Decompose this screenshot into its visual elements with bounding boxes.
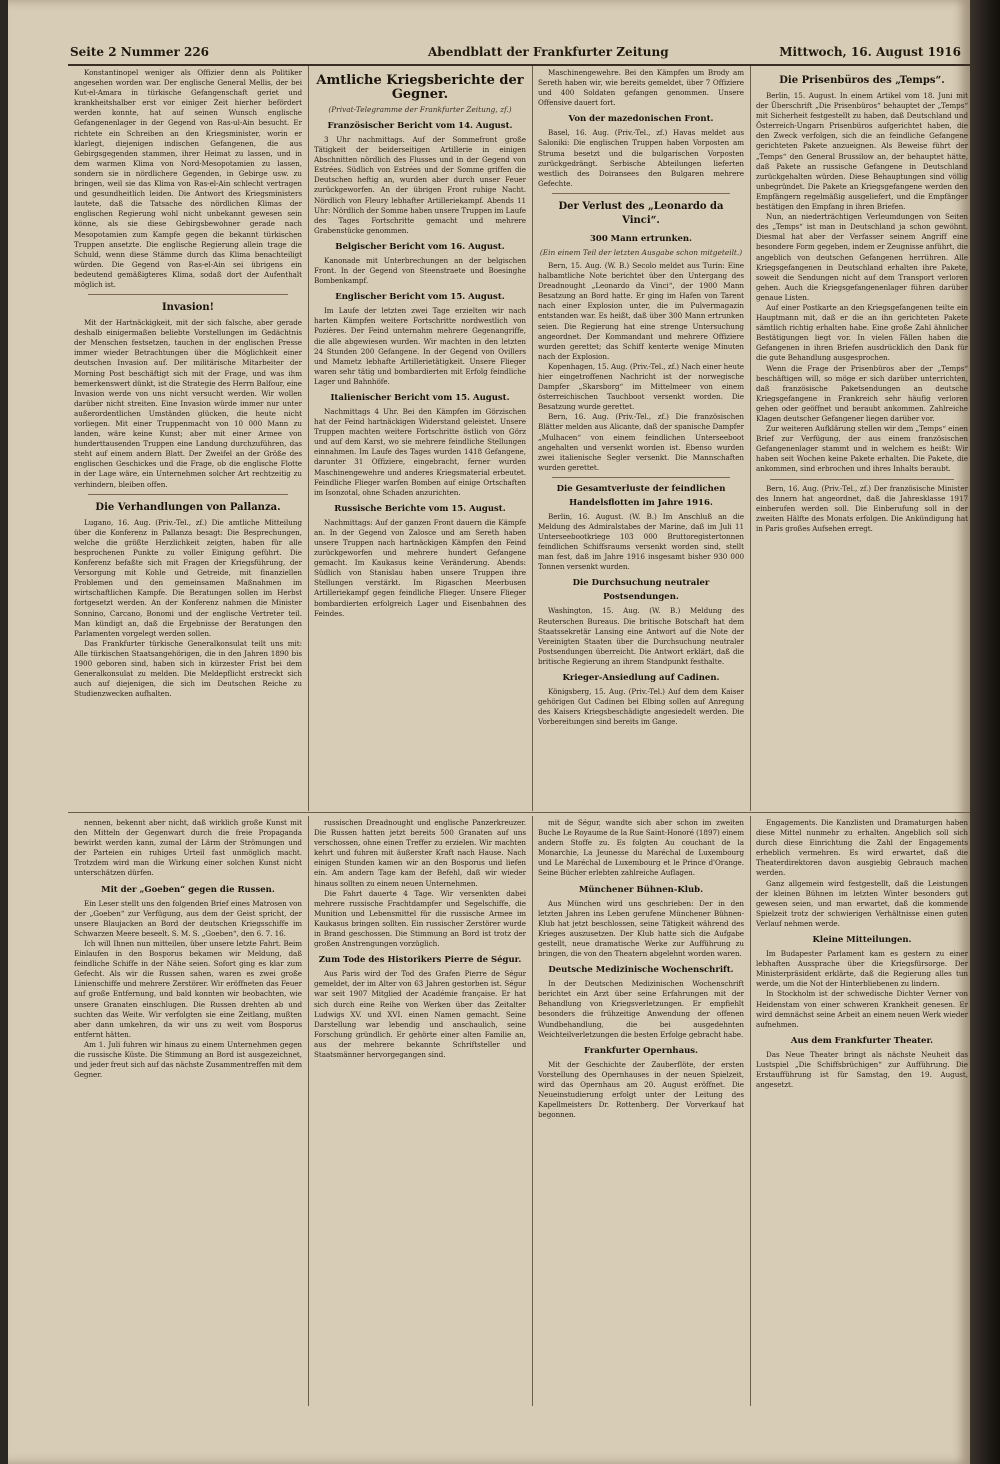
report-heading: Russische Berichte vom 15. August. bbox=[334, 503, 506, 514]
headline-losses: Die Gesamtverluste der feindlichen Handelsflotten im Jahre 1916. bbox=[556, 483, 726, 508]
headline-goeben: Mit der „Goeben“ gegen die Russen. bbox=[101, 884, 275, 895]
headline-leonardo: Der Verlust des „Leonardo da Vinci“. bbox=[558, 200, 724, 226]
subheadline-note: (Ein einem Teil der letzten Ausgabe schon mitgeteilt.) bbox=[539, 247, 743, 257]
headline-segur: Zum Tode des Historikers Pierre de Ségur. bbox=[318, 955, 522, 966]
feuilleton-column-1 bbox=[74, 818, 302, 1406]
article-text: Konstantinopel weniger als Offizier denn als Politiker angesehen worden war. Der englische General Mellis, der bei Kut-el-Amara in türkische Gefangenschaft geriet und krankheitshalber erst vor einiger Zeit hierher befördert werden konnte, hat auf seinen Wunsch englische Gefangenenlager in der Gegend von Ras-ul-Ain besucht. Er richtete ein Schreiben an den Kriegsminister, worin er klarlegt, diejenigen indischen Gefangenen, die aus Gebirgsgegenden stammen, ihrer Heimat zu lassen, und in dem warmen Klima von Nord-Mesopotamien zu lassen, sondern sie in nördlichere Gegenden, in Gebirge usw. zu bringen, weil sie das Klima von Ras-el-Ain schlecht vertragen und gesundheitlich leiden. Die Antwort des Kriegsministers lautete, daß die Tatsache des nördlichen Klimas der englischen Regierung wohl nicht unbekannt gewesen sein könne, als sie diese Gebirgsbewohner gerade nach Mesopotamien zum Kampfe gegen die bekannt türkischen Truppen ansetzte. Die englische Regierung allein trage die Schuld, wenn diese Stämme durch das Klima benachteiligt würden. Die Gegend von Ras-el-Ain sei übrigens ein bedeutend gemäßigteres Klima, sodaß dort der Aufenthalt möglich ist. bbox=[74, 68, 302, 289]
article-text: Mit der Hartnäckigkeit, mit der sich falsche, aber gerade deshalb einigermaßen beliebte Vorstellungen im Gedächtnis der Menschen festsetzen, tauchen in der englischen Presse immer wieder Betrachtungen über die Möglichkeit einer deutschen Invasion auf. Der militärische Mitarbeiter der Morning Post beschäftigt sich mit der Frage, und was ihm bemerkenswert dünkt, ist die Strategie des Herrn Balfour, eine Invasion werde von uns nicht versucht werden. Wir wollen darüber nicht streiten. Eine Invasion würde immer nur unter außerordentlichen Umständen glücken, die heute nicht vorliegen. Mit einer Truppenmacht von 10 000 Mann zu landen, wäre keine Kunst; aber mit einer Armee von hunderttausenden Truppen eine Landung durchzuführen, das steht auf einem andern Blatt. Der Zweifel an der Größe des englischen Geschickes und die Frage, ob die englische Flotte in der Lage wäre, ein Unternehmen solcher Art rechtzeitig zu verhindern, bleiben offen. bbox=[74, 318, 302, 489]
headline-prisenbueros: Die Prisenbüros des „Temps“. bbox=[779, 75, 945, 86]
column-divider bbox=[532, 816, 533, 1406]
article-text: Mit der Geschichte der Zauberflöte, der ersten Vorstellung des Opernhauses in der neuen Spielzeit, wird das Opernhaus am 20. August eröffnet. Die Neueinstudierung erfolgt unter der Leitung des Kapellmeisters Dr. Rottenberg. Der Vorverkauf hat begonnen. bbox=[538, 1059, 744, 1120]
article-text: Am 1. Juli fuhren wir hinaus zu einem Unternehmen gegen die russische Küste. Die Stimmung an Bord ist ausgezeichnet, und jeder freut sich auf das nächste Zusammentreffen mit dem Gegner. bbox=[74, 1039, 302, 1080]
headline-buehnenklub: Münchener Bühnen-Klub. bbox=[578, 884, 704, 895]
article-text: Zur weiteren Aufklärung stellen wir dem „Temps“ einen Brief zur Verfügung, der aus einem französischen Gefangenenlager stammt und in welchem es heißt: Wir haben seit Wochen keine Pakete erhalten. Die Pakete, die ankommen, sind erbrochen und ihres Inhalts beraubt. bbox=[756, 424, 968, 474]
article-separator bbox=[88, 294, 288, 295]
article-text: Die Fahrt dauerte 4 Tage. Wir versenkten dabei mehrere russische Frachtdampfer und Segelschiffe, die Munition und Lebensmittel für die russische Armee im Kaukasus bringen sollten. Ein russischer Zerstörer wurde in Brand geschossen. Die Stimmung an Bord ist trotz der großen Anstrengungen vorzüglich. bbox=[314, 888, 526, 949]
article-text: Ich will Ihnen nun mitteilen, über unsere letzte Fahrt. Beim Einlaufen in den Bosporus bekamen wir Meldung, daß feindliche Schiffe in der Nähe seien. Sofort ging es klar zum Gefecht. Als wir die Russen sahen, waren es zwei große Linienschiffe und mehrere Zerstörer. Wir eröffneten das Feuer auf große Entfernung, und bald konnten wir beobachten, wie unsere Granaten einschlugen. Die Russen drehten ab und suchten das Weite. Wir verfolgten sie eine Zeitlang, mußten aber dann umkehren, da wir uns zu weit vom Bosporus entfernt hätten. bbox=[74, 938, 302, 1039]
headline-macedonia: Von der mazedonischen Front. bbox=[568, 114, 714, 125]
article-text: Engagements. Die Kanzlisten und Dramaturgen haben diese Mittel nunmehr zu erhalten. Angeblich soll sich durch diese Einrichtung die Zahl der Engagements erheblich vermehren. Es wird erwartet, daß die Theaterdirektoren davon ausgiebig Gebrauch machen werden. bbox=[756, 818, 968, 878]
article-text: Aus Paris wird der Tod des Grafen Pierre de Ségur gemeldet, der im Alter von 63 Jahren gestorben ist. Ségur war seit 1907 Mitglied der Académie française. Er hat sich durch eine Reihe von Werken über das Zeitalter Ludwigs XV. und XVI. einen Namen gemacht. Seine Darstellung war lebendig und anschaulich, seine Forschung gründlich. Er gehörte einer alten Familie an, aus der mehrere bekannte Schriftsteller und Staatsmänner hervorgegangen sind. bbox=[314, 969, 526, 1059]
column-divider bbox=[532, 66, 533, 811]
article-separator bbox=[88, 494, 288, 495]
report-heading: Französischer Bericht vom 14. August. bbox=[327, 121, 513, 131]
column-divider bbox=[750, 816, 751, 1406]
article-text: In Stockholm ist der schwedische Dichter Verner von Heidenstam von einer schweren Krankheit genesen. Er wird demnächst seine Arbeit an einem neuen Werk wieder aufnehmen. bbox=[756, 989, 968, 1029]
headline-war-reports: Amtliche Kriegsberichte der Gegner. bbox=[316, 73, 524, 102]
report-heading: Belgischer Bericht vom 16. August. bbox=[335, 241, 505, 252]
column-divider bbox=[750, 66, 751, 811]
article-text: Im Laufe der letzten zwei Tage erzielten wir nach harten Kämpfen weitere Fortschritte nordwestlich von Pozières. Der Feind unternahm mehrere Gegenangriffe, die alle abgewiesen wurden. Wir machten in den letzten 24 Stunden 200 Gefangene. In der Gegend von Ovillers und Mametz lebhafte Artillerietätigkeit. Unsere Flieger waren sehr tätig und bombardierten mit Erfolg feindliche Lager und Bahnhöfe. bbox=[314, 306, 526, 386]
report-heading: Englischer Bericht vom 15. August. bbox=[335, 292, 505, 303]
column-divider bbox=[308, 816, 309, 1406]
masthead bbox=[68, 42, 970, 66]
page-number: Seite 2 Nummer 226 bbox=[70, 45, 210, 59]
article-separator bbox=[770, 479, 954, 480]
headline-mail: Die Durchsuchung neutraler Postsendungen. bbox=[572, 578, 710, 603]
report-heading: Italienischer Bericht vom 15. August. bbox=[330, 392, 510, 403]
article-text: Nun, an niederträchtigen Verleumdungen von Seiten des „Temps“ ist man in Deutschland ja schon gewöhnt. Diesmal hat aber der Verfasser seinem Angriff eine besondere Form gegeben, indem er Zeugnisse anführt, die angeblich von deutschen Gefangenen herrühren. Alle Kriegsgefangenen in Deutschland erhalten ihre Pakete, soweit die Sendungen nicht auf dem Transport verloren gehen. Auch die Kriegsgefangenenlager führen darüber genaue Listen. bbox=[756, 212, 968, 302]
headline-pallanza: Die Verhandlungen von Pallanza. bbox=[95, 501, 281, 513]
headline-cadinen: Krieger-Ansiedlung auf Cadinen. bbox=[562, 673, 720, 684]
feuilleton-column-3 bbox=[538, 818, 744, 1406]
article-text: Das Frankfurter türkische Generalkonsulat teilt uns mit: Alle türkischen Staatsangehörigen, die in den Jahren 1890 bis 1900 geboren sind, haben sich in kürzester Frist bei dem Generalkonsulat zu melden. Die Meldepflicht erstreckt sich auch auf diejenigen, die sich im Deutschen Reiche zu Studienzwecken aufhalten. bbox=[74, 638, 302, 699]
article-text: Bern, 16. Aug. (Priv.-Tel., zf.) Der französische Minister des Innern hat angeordnet, daß die Jahresklasse 1917 einberufen werden soll. Die Einberufung soll in der zweiten Hälfte des Monats erfolgen. Die Ankündigung hat in Paris großes Aufsehen erregt. bbox=[756, 483, 968, 533]
headline-invasion: Invasion! bbox=[162, 302, 214, 314]
article-text: Wenn die Frage der Prisenbüros aber der „Temps“ beschäftigen will, so möge er sich darüber unterrichten, daß französische Paketsendungen an deutsche Kriegsgefangene in Frankreich sehr häufig verloren gehen oder geöffnet und beraubt ankommen. Zahlreiche Klagen deutscher Gefangener liegen darüber vor. bbox=[756, 363, 968, 423]
article-text: Kanonade mit Unterbrechungen an der belgischen Front. In der Gegend von Steenstraete und Boesinghe Bombenkampf. bbox=[314, 255, 526, 286]
article-text: In der Deutschen Medizinischen Wochenschrift berichtet ein Arzt über seine Erfahrungen mit der Behandlung von Kriegsverletzungen. Er empfiehlt besonders die frühzeitige Anwendung der offenen Wundbehandlung, die bei ausgedehnten Weichteilverletzungen die besten Erfolge gebracht habe. bbox=[538, 979, 744, 1039]
article-separator bbox=[552, 193, 730, 194]
article-text: Lugano, 16. Aug. (Priv.-Tel., zf.) Die amtliche Mitteilung über die Konferenz in Pallanza besagt: Die Besprechungen, welche die größte Herzlichkeit zeigten, haben für alle besprochenen Punkte zu voller Einigung geführt. Die Konferenz befaßte sich mit Fragen der Kriegsführung, der Versorgung mit Kohle und Getreide, mit finanziellen Problemen und den gemeinsamen Maßnahmen im wirtschaftlichen Kampfe. Die Beratungen sollen im Herbst fortgesetzt werden. An der Konferenz nahmen die Minister Sonnino, Carcano, Bonomi und der englische Vertreter teil. Man kündigt an, daß die Ergebnisse der Beratungen den Parlamenten vorgelegt werden sollen. bbox=[74, 517, 302, 638]
column-3 bbox=[538, 68, 744, 808]
feuilleton-column-4 bbox=[756, 818, 968, 1406]
article-text: Auf einer Postkarte an den Kriegsgefangenen teilte ein Hauptmann mit, daß er die an ihn gerichteten Pakete sämtlich richtig erhalten habe. Eine große Zahl ähnlicher Bestätigungen liegt vor. In vielen Fällen haben die Gefangenen in ihren Briefen ausdrücklich den Dank für die gute Behandlung ausgesprochen. bbox=[756, 302, 968, 363]
headline-medizin: Deutsche Medizinische Wochenschrift. bbox=[548, 965, 734, 976]
issue-date: Mittwoch, 16. August 1916 bbox=[779, 45, 961, 59]
article-text: Bern, 16. Aug. (Priv.-Tel., zf.) Die französischen Blätter melden aus Alicante, daß der spanische Dampfer „Mulhacen“ von einem feindlichen Unterseeboot angehalten und versenkt worden ist. Ebenso wurden zwei italienische Segler versenkt. Die Mannschaften wurden gerettet. bbox=[538, 412, 744, 472]
newspaper-page bbox=[8, 0, 970, 1464]
article-text: Ein Leser stellt uns den folgenden Brief eines Matrosen von der „Goeben“ zur Verfügung, aus dem der Geist spricht, der unsere Blaujacken an Bord der deutschen Kriegsschiffe im Schwarzen Meere beseelt. S. M. S. „Goeben“, den 6. 7. 16. bbox=[74, 898, 302, 938]
feuilleton-column-2 bbox=[314, 818, 526, 1406]
column-divider bbox=[308, 66, 309, 811]
article-text: Königsberg, 15. Aug. (Priv.-Tel.) Auf dem dem Kaiser gehörigen Gut Cadinen bei Elbing sollen auf Anregung des Kaisers Kriegsbeschädigte angesiedelt werden. Die Vorbereitungen sind bereits im Gange. bbox=[538, 687, 744, 727]
article-text: Berlin, 15. August. In einem Artikel vom 18. Juni mit der Überschrift „Die Prisenbüros“ behauptet der „Temps“ mit Sicherheit festgestellt zu haben, daß Deutschland und Österreich-Ungarn Prisenbüros aufgerichtet haben, die den Zweck verfolgen, sich die an feindliche Gefangene gerichteten Pakete anzueignen. Als Beweise führt der „Temps“ den General Brussilow an, der behauptet hätte, daß Pakete an russische Gefangene in Deutschland zurückgehalten würden. Diese Behauptungen sind völlig unbegründet. Die Pakete an Kriegsgefangene werden den Empfängern regelmäßig ausgeliefert, und die Empfänger bestätigen den Empfang in ihren Briefen. bbox=[756, 91, 968, 212]
article-text: Basel, 16. Aug. (Priv.-Tel., zf.) Havas meldet aus Saloniki: Die englischen Truppen haben Vorposten am Struma besetzt und die bulgarischen Vorposten zurückgedrängt. Serbische Abteilungen lieferten westlich des Doiransees den Bulgaren mehrere Gefechte. bbox=[538, 128, 744, 188]
article-text: nennen, bekennt aber nicht, daß wirklich große Kunst mit den Mitteln der Gegenwart durch die freie Propaganda bewirkt werden kann, zumal der Lärm der Strömungen und der Parteien ein ruhiges Urteil fast unmöglich macht. Trotzdem wird man die Wirkung einer solchen Kunst nicht unterschätzen dürfen. bbox=[74, 818, 302, 878]
book-spine-edge bbox=[970, 0, 1000, 1464]
article-text: mit de Ségur, wandte sich aber schon im zweiten Buche Le Royaume de la Rue Saint-Honoré (1897) einem andern Stoffe zu. Es folgten Au couchant de la Monarchie, La Jeunesse du Maréchal de Luxembourg und Le Maréchal de Luxembourg et le Prince d'Orange. Seine Bücher erlebten zahlreiche Auflagen. bbox=[538, 818, 744, 878]
column-1 bbox=[74, 68, 302, 808]
article-text: Maschinengewehre. Bei den Kämpfen um Brody am Sereth haben wir, wie bereits gemeldet, über 7 Offiziere und 400 Soldaten gefangen genommen. Unsere Offensive dauert fort. bbox=[538, 68, 744, 108]
article-text: Nachmittags 4 Uhr. Bei den Kämpfen im Görzischen hat der Feind hartnäckigen Widerstand geleistet. Unsere Truppen machten weitere Fortschritte östlich von Görz und auf dem Karst, wo sie mehrere feindliche Stellungen einnahmen. Im Laufe des Tages wurden 1418 Gefangene, darunter 31 Offiziere, eingebracht, ferner wurden Maschinengewehre und anderes Kriegsmaterial erbeutet. Feindliche Flieger warfen Bomben auf einige Ortschaften im Isonzotal, ohne Schaden anzurichten. bbox=[314, 406, 526, 497]
article-text: Bern, 15. Aug. (W. B.) Secolo meldet aus Turin: Eine halbamtliche Note berichtet über den Untergang des Dreadnought „Leonardo da Vinci“, der 1900 Mann Besatzung an Bord hatte. Er ging im Hafen von Tarent nach einer Explosion unter, die im Pulvermagazin entstanden war. Es heißt, daß über 300 Mann ertrunken seien. Die Regierung hat eine strenge Untersuchung angeordnet. Der Kommandant und mehrere Offiziere wurden gerettet; das Schiff kenterte wenige Minuten nach der Explosion. bbox=[538, 260, 744, 361]
article-text: Nachmittags: Auf der ganzen Front dauern die Kämpfe an. In der Gegend von Zalosce und am Sereth haben unsere Truppen nach hartnäckigen Kämpfen den Feind zurückgeworfen und mehrere hundert Gefangene gemacht. Im Kaukasus keine Veränderung. Abends: Südlich von Stanislau haben unsere Truppen ihre Stellungen verstärkt. Im Rigaschen Meerbusen Artilleriekampf gegen feindliche Flieger. Unsere Flieger bombardierten erfolgreich Lager und Eisenbahnen des Feindes. bbox=[314, 517, 526, 618]
newspaper-title: Abendblatt der Frankfurter Zeitung bbox=[428, 45, 669, 59]
article-text: Das Neue Theater bringt als nächste Neuheit das Lustspiel „Die Schiffsbrüchigen“ zur Aufführung. Die Erstaufführung ist für Samstag, den 19. August, angesetzt. bbox=[756, 1049, 968, 1090]
article-text: Kopenhagen, 15. Aug. (Priv.-Tel., zf.) Nach einer heute hier eingetroffenen Nachricht ist der norwegische Dampfer „Skarsborg“ im Mittelmeer von einem österreichischen Tauchboot versenkt worden. Die Besatzung wurde gerettet. bbox=[538, 361, 744, 412]
subheadline: (Privat-Telegramme der Frankfurter Zeitung, zf.) bbox=[328, 105, 512, 114]
section-divider bbox=[68, 812, 970, 813]
article-separator bbox=[552, 477, 730, 478]
column-4 bbox=[756, 68, 968, 808]
headline-mitteilungen: Kleine Mitteilungen. bbox=[812, 935, 912, 946]
article-text: 3 Uhr nachmittags. Auf der Sommefront große Tätigkeit der beiderseitigen Artillerie in einigen Abschnitten nördlich des Flusses und in der Gegend von Estrées. Südlich von Estrées und der Somme griffen die Deutschen heftig an, wurden aber durch unser Feuer zurückgeworfen. An der übrigen Front ruhige Nacht. Nördlich von Fleury lebhafter Artilleriekampf. Abends 11 Uhr: Nördlich der Somme haben unsere Truppen im Laufe des Tages Fortschritte gemacht und mehrere Grabenstücke genommen. bbox=[314, 135, 526, 235]
article-text: Berlin, 16. August. (W. B.) Im Anschluß an die Meldung des Admiralstabes der Marine, daß im Juli 11 Unterseebootkriege 103 000 Bruttoregistertonnen feindlichen Schiffsraums versenkt worden sind, stellt man fest, daß im Jahre 1916 insgesamt bisher 930 000 Tonnen versenkt wurden. bbox=[538, 511, 744, 572]
article-text: Aus München wird uns geschrieben: Der in den letzten Jahren ins Leben gerufene Münchener Bühnen-Klub hat jetzt beschlossen, seine Tätigkeit während des Krieges auszusetzen. Der Klub hatte sich die Aufgabe gestellt, neue dramatische Werke zur Aufführung zu bringen, die von den Theatern abgelehnt worden waren. bbox=[538, 898, 744, 959]
headline-opernhaus: Frankfurter Opernhaus. bbox=[583, 1045, 699, 1056]
article-text: Im Budapester Parlament kam es gestern zu einer lebhaften Aussprache über die Kriegsfürsorge. Der Ministerpräsident erklärte, daß die Regierung alles tun werde, um die Not der Hinterbliebenen zu lindern. bbox=[756, 949, 968, 989]
column-2 bbox=[314, 68, 526, 808]
subheadline: 300 Mann ertrunken. bbox=[589, 233, 693, 244]
article-text: russischen Dreadnought und englische Panzerkreuzer. Die Russen hatten jetzt bereits 500 Granaten auf uns verschossen, ohne einen Treffer zu erzielen. Wir machten kehrt und fuhren mit äußerster Kraft nach Hause. Nach einigen Stunden kamen wir an den Bosporus und liefen ein. Am andern Tage kam der Befehl, daß wir wieder hinaus sollten zu einem neuen Unternehmen. bbox=[314, 818, 526, 888]
article-text: Washington, 15. Aug. (W. B.) Meldung des Reuterschen Bureaus. Die britische Botschaft hat dem Staatssekretär Lansing eine Antwort auf die Note der Vereinigten Staaten über die Durchsuchung neutraler Postsendungen überreicht. Die Antwort erklärt, daß die britische Regierung an ihrem Standpunkt festhalte. bbox=[538, 606, 744, 666]
headline-theater: Aus dem Frankfurter Theater. bbox=[790, 1035, 934, 1046]
article-text: Ganz allgemein wird festgestellt, daß die Leistungen der kleinen Bühnen im letzten Winter besonders gut gewesen seien, und man erwartet, daß die kommende Spielzeit trotz der schwierigen Verhältnisse einen guten Verlauf nehmen werde. bbox=[756, 878, 968, 928]
